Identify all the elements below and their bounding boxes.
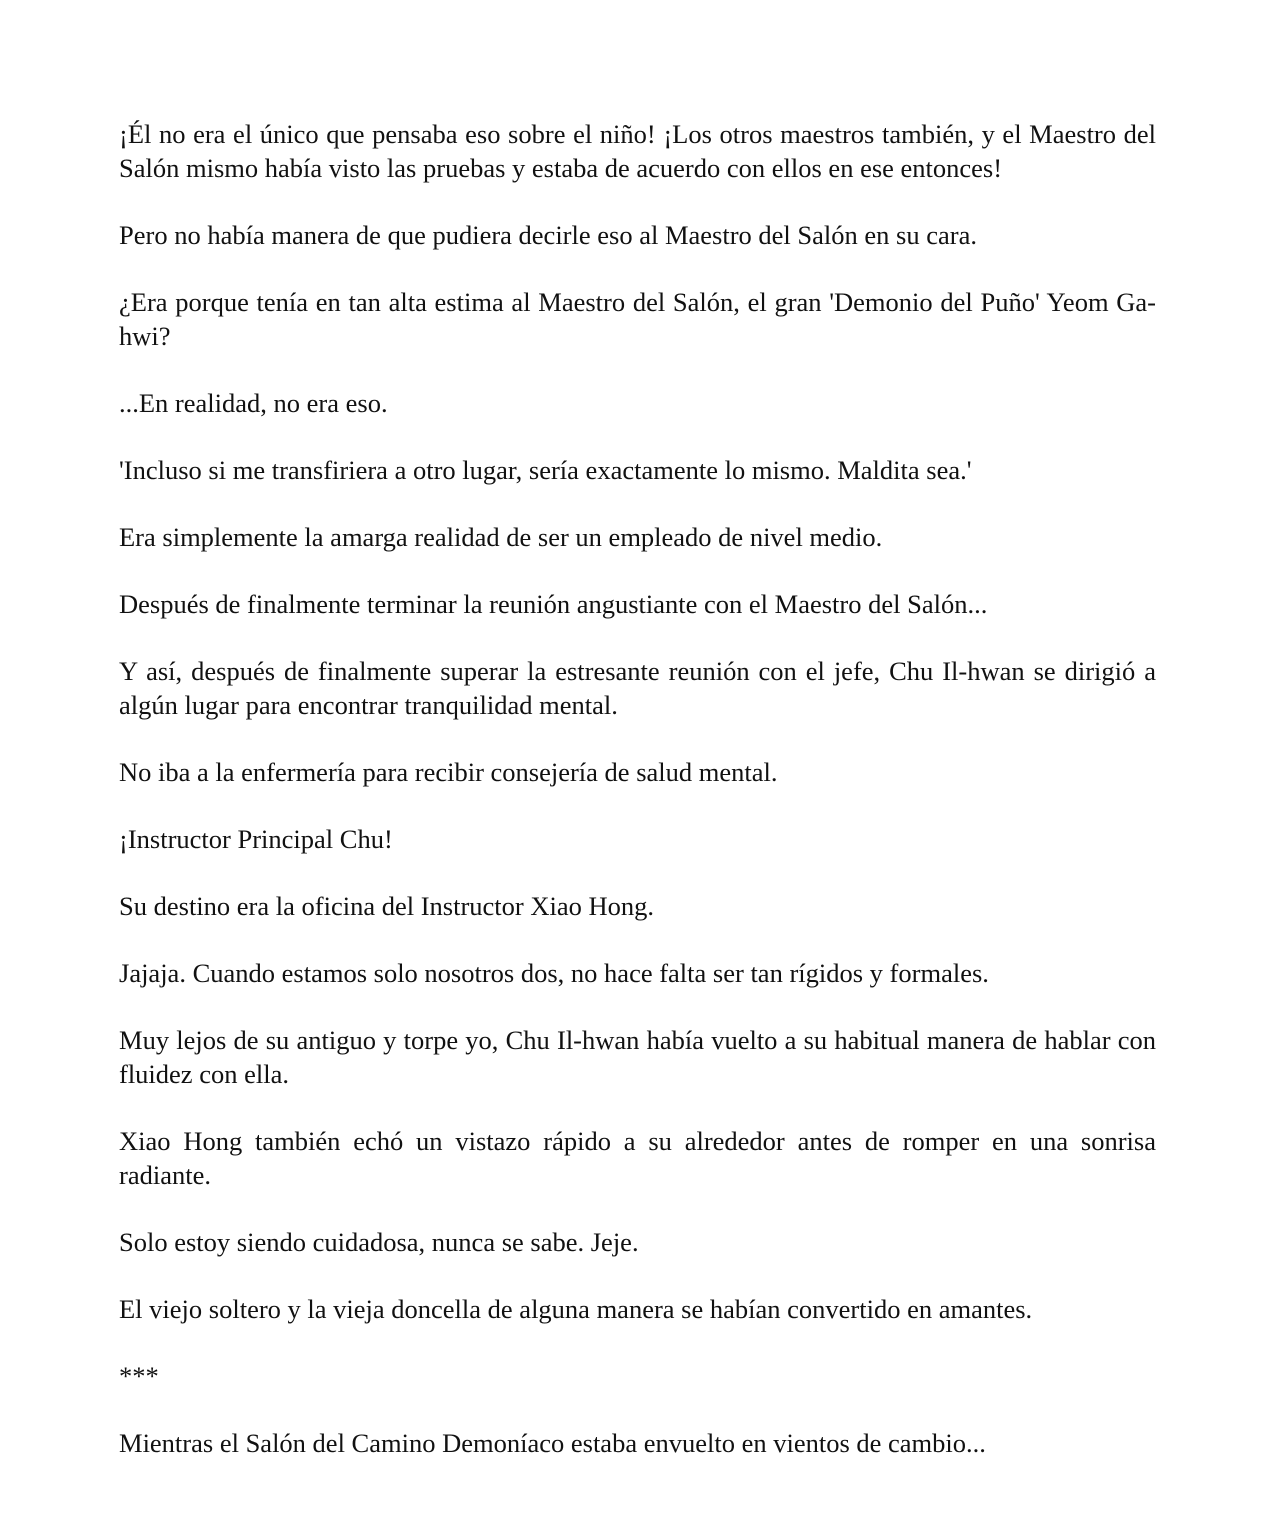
paragraph: ...En realidad, no era eso. (119, 388, 388, 418)
paragraph: ¡Él no era el único que pensaba eso sobre el niño! ¡Los otros maestros también, y el Maestro del Salón mismo había visto las pruebas y estaba de acuerdo con ellos en ese entonces! (119, 119, 1156, 183)
paragraph: El viejo soltero y la vieja doncella de alguna manera se habían convertido en amantes. (119, 1294, 1033, 1324)
paragraph: ¡Instructor Principal Chu! (119, 824, 393, 854)
paragraph: 'Incluso si me transfiriera a otro lugar, sería exactamente lo mismo. Maldita sea.' (119, 455, 972, 485)
scene-break: *** (119, 1361, 159, 1391)
paragraph: Xiao Hong también echó un vistazo rápido a su alrededor antes de romper en una sonrisa radiante. (119, 1126, 1156, 1190)
paragraph: Muy lejos de su antiguo y torpe yo, Chu Il-hwan había vuelto a su habitual manera de hablar con fluidez con ella. (119, 1025, 1156, 1089)
paragraph: Mientras el Salón del Camino Demoníaco estaba envuelto en vientos de cambio... (119, 1428, 986, 1458)
paragraph: Y así, después de finalmente superar la estresante reunión con el jefe, Chu Il-hwan se dirigió a algún lugar para encontrar tranquilidad mental. (119, 656, 1156, 720)
paragraph: Su destino era la oficina del Instructor Xiao Hong. (119, 891, 655, 921)
paragraph: No iba a la enfermería para recibir consejería de salud mental. (119, 757, 778, 787)
document-page (119, 117, 1156, 1460)
paragraph: Jajaja. Cuando estamos solo nosotros dos, no hace falta ser tan rígidos y formales. (119, 958, 989, 988)
paragraph: Solo estoy siendo cuidadosa, nunca se sabe. Jeje. (119, 1227, 639, 1257)
paragraph: Era simplemente la amarga realidad de ser un empleado de nivel medio. (119, 522, 883, 552)
paragraph: ¿Era porque tenía en tan alta estima al Maestro del Salón, el gran 'Demonio del Puño' Yeom Ga-hwi? (119, 287, 1156, 351)
paragraph: Pero no había manera de que pudiera decirle eso al Maestro del Salón en su cara. (119, 220, 977, 250)
paragraph: Después de finalmente terminar la reunión angustiante con el Maestro del Salón... (119, 589, 988, 619)
